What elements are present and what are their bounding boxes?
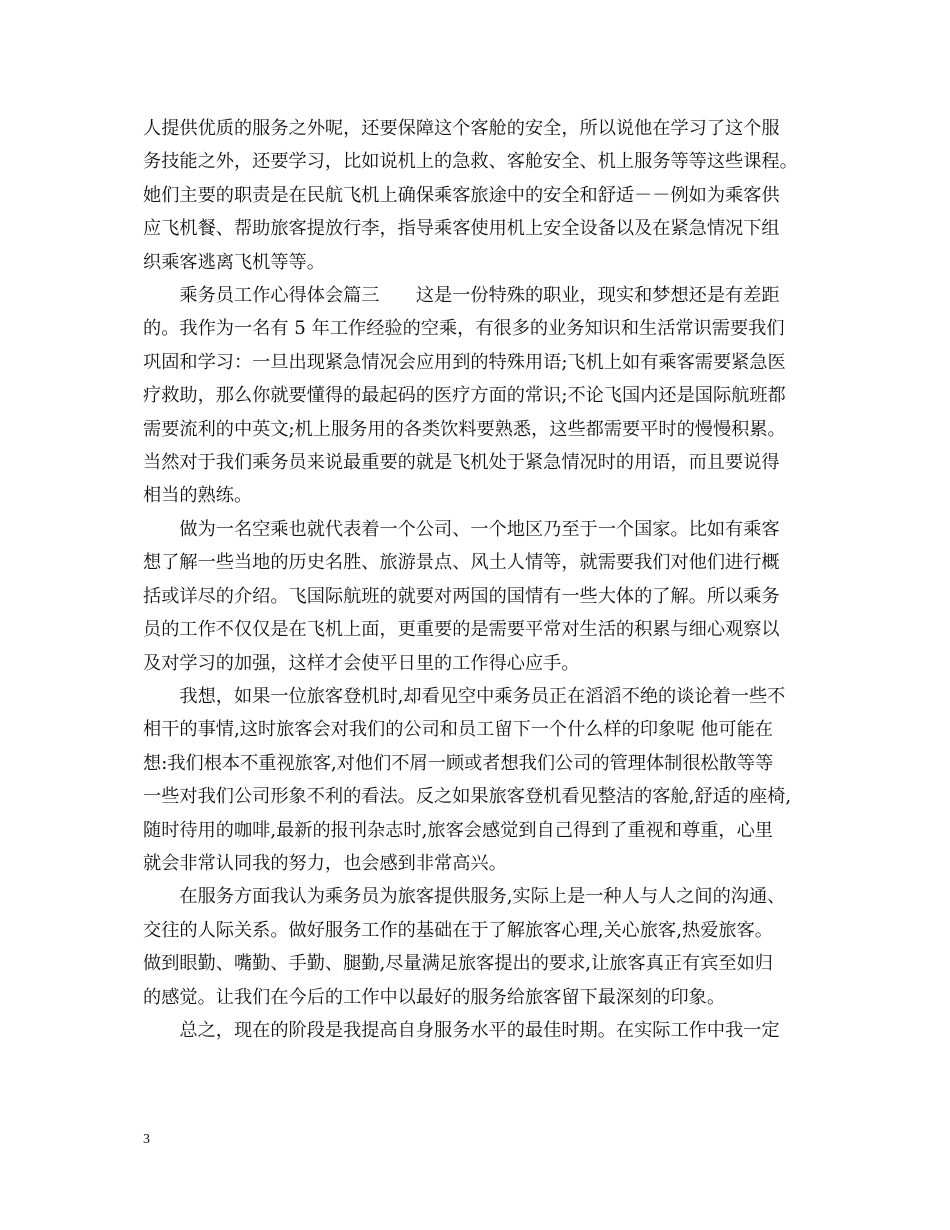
text-line: 及对学习的加强，这样才会使平日里的工作得心应手。 <box>143 652 580 674</box>
text-line: 应飞机餐、帮助旅客提放行李，指导乘客使用机上安全设备以及在紧急情况下组 <box>143 218 780 240</box>
text-line: 就会非常认同我的努力，也会感到非常高兴。 <box>143 852 507 874</box>
paragraph-3 <box>143 513 823 680</box>
text-line: 做到眼勤、嘴勤、手勤、腿勤,尽量满足旅客提出的要求,让旅客真正有宾至如归 <box>143 953 773 975</box>
text-line: 巩固和学习：一旦出现紧急情况会应用到的特殊用语;飞机上如有乘客需要紧急医 <box>143 351 786 373</box>
text-line: 括或详尽的介绍。飞国际航班的就要对两国的国情有一些大体的了解。所以乘务 <box>143 585 780 607</box>
text-line: 员的工作不仅仅是在飞机上面，更重要的是需要平常对生活的积累与细心观察以 <box>143 619 780 641</box>
paragraph-6 <box>143 1014 823 1047</box>
paragraph-4 <box>143 680 823 880</box>
paragraph-1 <box>143 112 823 279</box>
text-line: 疗救助，那么你就要懂得的最起码的医疗方面的常识;不论飞国内还是国际航班都 <box>143 385 786 407</box>
text-line: 相当的熟练。 <box>143 485 253 507</box>
text-line: 她们主要的职责是在民航飞机上确保乘客旅途中的安全和舒适－－例如为乘客供 <box>143 184 780 206</box>
text-line: 想:我们根本不重视旅客,对他们不屑一顾或者想我们公司的管理体制很松散等等 <box>143 752 774 774</box>
text-line: 需要流利的中英文;机上服务用的各类饮料要熟悉，这些都需要平时的慢慢积累。 <box>143 418 786 440</box>
text-line: 织乘客逃离飞机等等。 <box>143 251 325 273</box>
text-line: 在服务方面我认为乘务员为旅客提供服务,实际上是一种人与人之间的沟通、 <box>143 886 786 908</box>
text-line: 相干的事情,这时旅客会对我们的公司和员工留下一个什么样的印象呢 他可能在 <box>143 719 773 741</box>
text-line: 做为一名空乘也就代表着一个公司、一个地区乃至于一个国家。比如有乘客 <box>143 518 780 540</box>
text-line: 总之，现在的阶段是我提高自身服务水平的最佳时期。在实际工作中我一定 <box>143 1019 780 1041</box>
text-line: 随时待用的咖啡,最新的报刊杂志时,旅客会感觉到自己得到了重视和尊重，心里 <box>143 819 773 841</box>
document-body <box>143 112 823 1047</box>
text-line: 当然对于我们乘务员来说最重要的就是飞机处于紧急情况时的用语，而且要说得 <box>143 452 780 474</box>
text-line: 的。我作为一名有 5 年工作经验的空乘，有很多的业务知识和生活常识需要我们 <box>143 318 785 340</box>
text-line: 人提供优质的服务之外呢，还要保障这个客舱的安全，所以说他在学习了这个服 <box>143 118 780 139</box>
text-line: 务技能之外，还要学习，比如说机上的急救、客舱安全、机上服务等等这些课程。 <box>143 151 798 173</box>
page-number: 3 <box>143 1132 150 1147</box>
text-line: 交往的人际关系。做好服务工作的基础在于了解旅客心理,关心旅客,热爱旅客。 <box>143 919 773 941</box>
paragraph-2 <box>143 279 823 513</box>
text-line: 的感觉。让我们在今后的工作中以最好的服务给旅客留下最深刻的印象。 <box>143 986 726 1008</box>
text-line: 我想，如果一位旅客登机时,却看见空中乘务员正在滔滔不绝的谈论着一些不 <box>143 685 786 707</box>
text-line: 想了解一些当地的历史名胜、旅游景点、风土人情等，就需要我们对他们进行概 <box>143 552 780 574</box>
paragraph-5 <box>143 880 823 1014</box>
text-line: 一些对我们公司形象不利的看法。反之如果旅客登机看见整洁的客舱,舒适的座椅, <box>143 786 792 808</box>
text-line: 乘务员工作心得体会篇三 这是一份特殊的职业，现实和梦想还是有差距 <box>143 285 780 307</box>
